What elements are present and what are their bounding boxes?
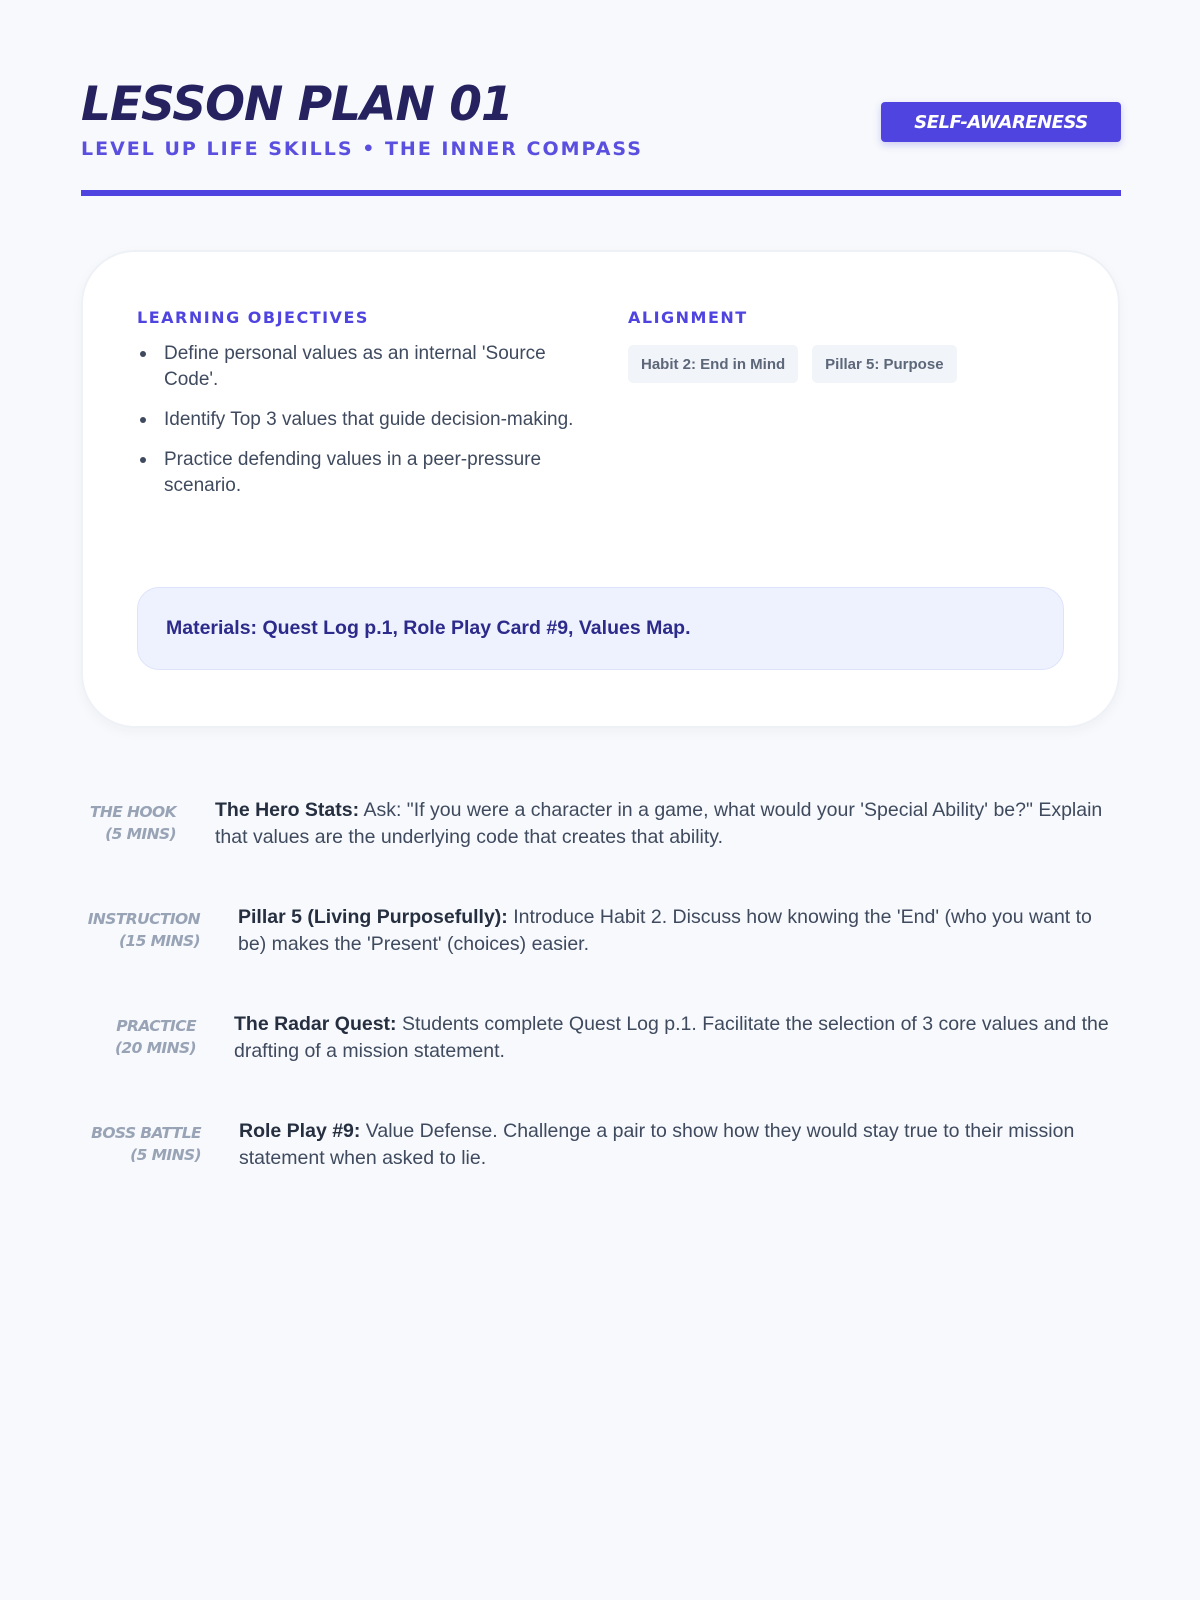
objectives-list — [137, 341, 577, 499]
step-title: Pillar 5 (Living Purposefully): — [238, 906, 508, 928]
objective-item: Define personal values as an internal 'Source Code'. — [137, 341, 577, 393]
header — [81, 78, 1121, 198]
step-label-name: INSTRUCTION — [87, 910, 200, 928]
step-title: The Hero Stats: — [215, 799, 360, 821]
step-label — [96, 1015, 196, 1059]
step-description — [234, 1011, 1114, 1065]
objectives-section — [137, 308, 577, 513]
objective-item: Practice defending values in a peer-pressure scenario. — [137, 447, 577, 499]
step-label-name: PRACTICE — [116, 1017, 196, 1035]
alignment-tag-habit: Habit 2: End in Mind — [628, 345, 798, 383]
page-subtitle: LEVEL UP LIFE SKILLS • THE INNER COMPASS — [81, 138, 643, 160]
header-divider — [81, 190, 1121, 196]
step-hook — [86, 797, 1115, 851]
step-label — [86, 801, 176, 845]
alignment-tag-pillar: Pillar 5: Purpose — [812, 345, 956, 383]
step-instruction — [80, 904, 1108, 958]
step-description — [239, 1118, 1099, 1172]
step-title: Role Play #9: — [239, 1120, 361, 1142]
step-description — [238, 904, 1108, 958]
step-label-duration: (20 MINS) — [114, 1039, 196, 1057]
overview-card — [83, 252, 1118, 726]
step-body: Ask: "If you were a character in a game, what would your 'Special Ability' be?" Explain that values are the underlying code that creates that ability. — [215, 799, 1103, 848]
step-label — [80, 908, 200, 952]
alignment-heading: ALIGNMENT — [628, 308, 748, 327]
objectives-heading: LEARNING OBJECTIVES — [137, 308, 369, 327]
step-title: The Radar Quest: — [234, 1013, 397, 1035]
objective-item: Identify Top 3 values that guide decision-making. — [137, 407, 577, 433]
category-badge: SELF-AWARENESS — [881, 102, 1121, 142]
alignment-tags — [628, 345, 1048, 383]
step-body: Value Defense. Challenge a pair to show how they would stay true to their mission statement when asked to lie. — [239, 1120, 1075, 1169]
step-description — [215, 797, 1115, 851]
step-label-duration: (5 MINS) — [130, 1146, 201, 1164]
step-body: Introduce Habit 2. Discuss how knowing the 'End' (who you want to be) makes the 'Present' (choices) easier. — [238, 906, 1092, 955]
step-label-duration: (15 MINS) — [118, 932, 200, 950]
step-label — [80, 1122, 201, 1166]
step-label-name: BOSS BATTLE — [91, 1124, 201, 1142]
step-boss-battle — [80, 1118, 1099, 1172]
step-practice — [96, 1011, 1114, 1065]
step-body: Students complete Quest Log p.1. Facilitate the selection of 3 core values and the drafting of a mission statement. — [234, 1013, 1109, 1062]
step-label-name: THE HOOK — [89, 803, 176, 821]
materials-box: Materials: Quest Log p.1, Role Play Card #9, Values Map. — [137, 587, 1064, 670]
alignment-section — [628, 308, 1048, 383]
page-title: LESSON PLAN 01 — [81, 77, 513, 132]
step-label-duration: (5 MINS) — [105, 825, 176, 843]
